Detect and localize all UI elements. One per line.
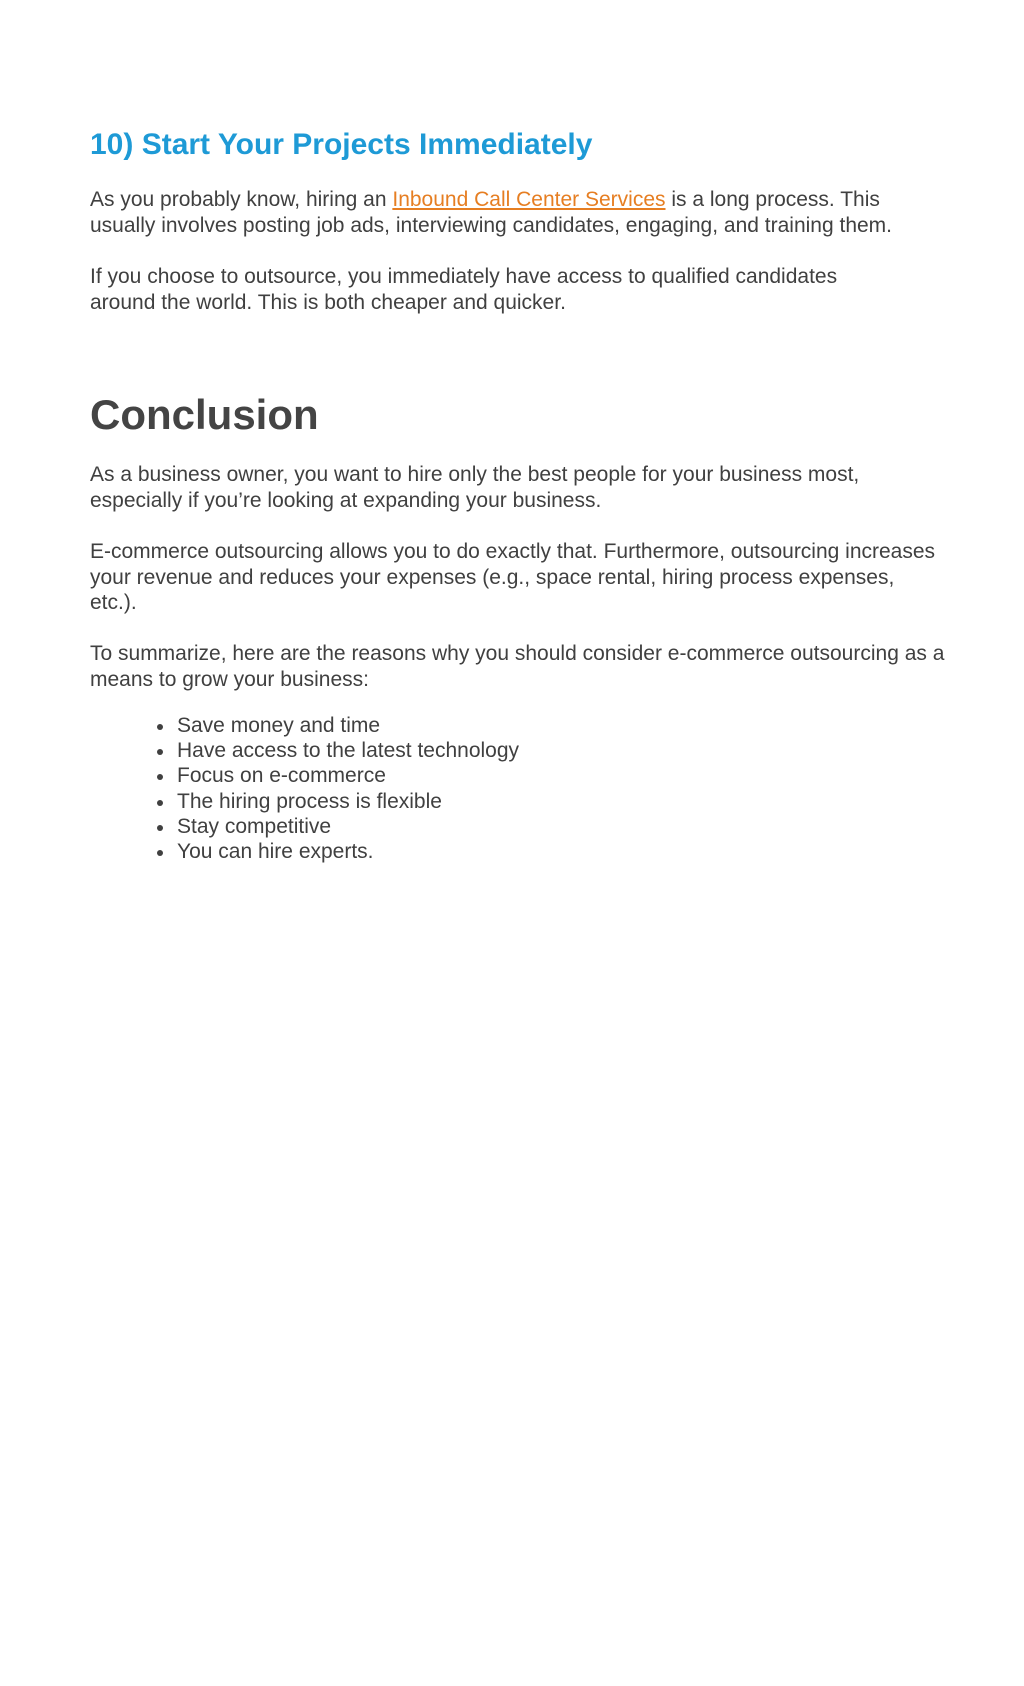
bullet-icon — [157, 774, 163, 780]
section-paragraph-2: If you choose to outsource, you immediately have access to qualified candidates around the world. This is both cheaper and quicker. — [90, 265, 838, 314]
list-item — [177, 763, 519, 788]
bullet-icon — [157, 749, 163, 755]
bullet-icon — [157, 800, 163, 806]
list-item — [177, 814, 519, 839]
bullet-icon — [157, 850, 163, 856]
bullet-icon — [157, 724, 163, 730]
list-item-text: Have access to the latest technology — [177, 739, 520, 763]
reasons-list — [177, 713, 519, 864]
section-heading: 10) Start Your Projects Immediately — [90, 128, 593, 161]
section-paragraph-1 — [90, 187, 940, 238]
list-item-text: The hiring process is flexible — [177, 789, 442, 813]
list-item — [177, 713, 519, 738]
paragraph-text-after-link: is a long process. This usually involves posting job ads, interviewing candidates, engaging, and training them. — [90, 188, 892, 237]
conclusion-paragraph-3: To summarize, here are the reasons why you should consider e-commerce outsourcing as a means to grow your business: — [90, 642, 945, 691]
paragraph-text-before-link: As you probably know, hiring an — [90, 188, 393, 211]
list-item-text: Stay competitive — [177, 814, 332, 838]
inbound-call-center-services-link[interactable]: Inbound Call Center Services — [392, 188, 666, 211]
conclusion-paragraph-2: E-commerce outsourcing allows you to do exactly that. Furthermore, outsourcing increases your revenue and reduces your expenses (e.g., space rental, hiring process expenses, etc.). — [90, 540, 936, 614]
list-item — [177, 789, 519, 814]
list-item — [177, 839, 519, 864]
conclusion-heading: Conclusion — [90, 391, 319, 438]
conclusion-paragraph-1: As a business owner, you want to hire only the best people for your business most, especially if you’re looking at expanding your business. — [90, 463, 860, 512]
bullet-icon — [157, 825, 163, 831]
list-item-text: You can hire experts. — [177, 840, 374, 864]
list-item-text: Focus on e-commerce — [177, 764, 386, 788]
list-item — [177, 738, 519, 763]
list-item-text: Save money and time — [177, 714, 381, 737]
